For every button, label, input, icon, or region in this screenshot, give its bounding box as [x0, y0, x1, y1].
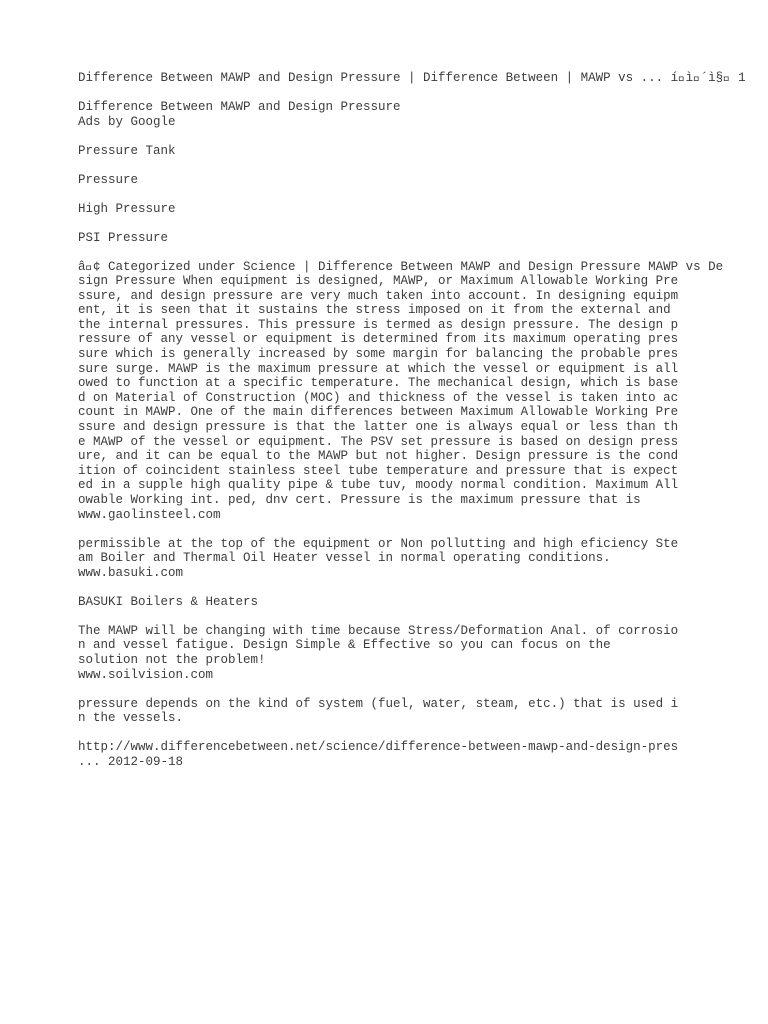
body-line: ition of coincident stainless steel tube temperature and pressure that is expect: [78, 463, 679, 478]
body-line: the internal pressures. This pressure is termed as design pressure. The design p: [78, 317, 679, 332]
body-line: n the vessels.: [78, 711, 184, 726]
footer-source: [78, 740, 768, 769]
body-line: solution not the problem!: [78, 652, 266, 667]
body-line: d on Material of Construction (MOC) and thickness of the vessel is taken into ac: [78, 390, 679, 405]
body-line: am Boiler and Thermal Oil Heater vessel in normal operating conditions.: [78, 551, 611, 566]
body-line: ure, and it can be equal to the MAWP but not higher. Design pressure is the cond: [78, 449, 679, 464]
ad-url-basuki[interactable]: www.basuki.com: [78, 565, 184, 580]
source-date: ... 2012-09-18: [78, 754, 184, 769]
body-line: e MAWP of the vessel or equipment. The PSV set pressure is based on design press: [78, 434, 679, 449]
header-line: Difference Between MAWP and Design Pressure | Difference Between | MAWP vs ... í ì ´ì§  1: [78, 71, 746, 85]
ads-label: Ads by Google: [78, 114, 176, 129]
body-paragraph: [78, 260, 768, 523]
body-line: owable Working int. ped, dnv cert. Pressure is the maximum pressure that is: [78, 493, 641, 507]
body-line: n and vessel fatigue. Design Simple & Effective so you can focus on the: [78, 638, 611, 653]
document-page: [78, 71, 768, 769]
body-line: permissible at the top of the equipment or Non pollutting and high eficiency Ste: [78, 536, 679, 551]
body-line: ed in a supple high quality pipe & tube tuv, moody normal condition. Maximum All: [78, 478, 679, 493]
body-line: ent, it is seen that it sustains the stress imposed on it from the external and: [78, 303, 671, 318]
ad-url-gaolinsteel[interactable]: www.gaolinsteel.com: [78, 507, 221, 522]
body-line: count in MAWP. One of the main differences between Maximum Allowable Working Pre: [78, 405, 679, 420]
document-title: Difference Between MAWP and Design Pressure: [78, 99, 401, 114]
ad-link-pressure-tank[interactable]: Pressure Tank: [78, 143, 176, 158]
ad-link-psi-pressure[interactable]: PSI Pressure: [78, 230, 169, 245]
paragraph-soilvision: [78, 624, 768, 682]
body-line: pressure depends on the kind of system (fuel, water, steam, etc.) that is used i: [78, 696, 679, 711]
body-line: sign Pressure When equipment is designed, MAWP, or Maximum Allowable Working Pre: [78, 274, 679, 289]
body-line: owed to function at a specific temperature. The mechanical design, which is base: [78, 376, 679, 391]
ad-url-soilvision[interactable]: www.soilvision.com: [78, 667, 214, 682]
ad-link-pressure[interactable]: Pressure: [78, 172, 139, 187]
body-line: ressure of any vessel or equipment is determined from its maximum operating pres: [78, 332, 679, 347]
ad-link-high-pressure[interactable]: High Pressure: [78, 201, 176, 216]
body-line: ssure and design pressure is that the latter one is always equal or less than th: [78, 420, 679, 435]
body-line: â ¢ Categorized under Science | Difference Between MAWP and Design Pressure MAWP vs De: [78, 259, 724, 274]
body-line: sure surge. MAWP is the maximum pressure at which the vessel or equipment is all: [78, 361, 679, 376]
body-line: sure which is generally increased by some margin for balancing the probable pres: [78, 347, 679, 362]
body-line: The MAWP will be changing with time because Stress/Deformation Anal. of corrosio: [78, 623, 679, 638]
paragraph-basuki: [78, 537, 768, 581]
paragraph-system: [78, 697, 768, 726]
basuki-heading[interactable]: BASUKI Boilers & Heaters: [78, 594, 259, 609]
body-line: ssure, and design pressure are very much taken into account. In designing equipm: [78, 288, 679, 303]
source-url[interactable]: http://www.differencebetween.net/science/difference-between-mawp-and-design-pres: [78, 740, 679, 755]
